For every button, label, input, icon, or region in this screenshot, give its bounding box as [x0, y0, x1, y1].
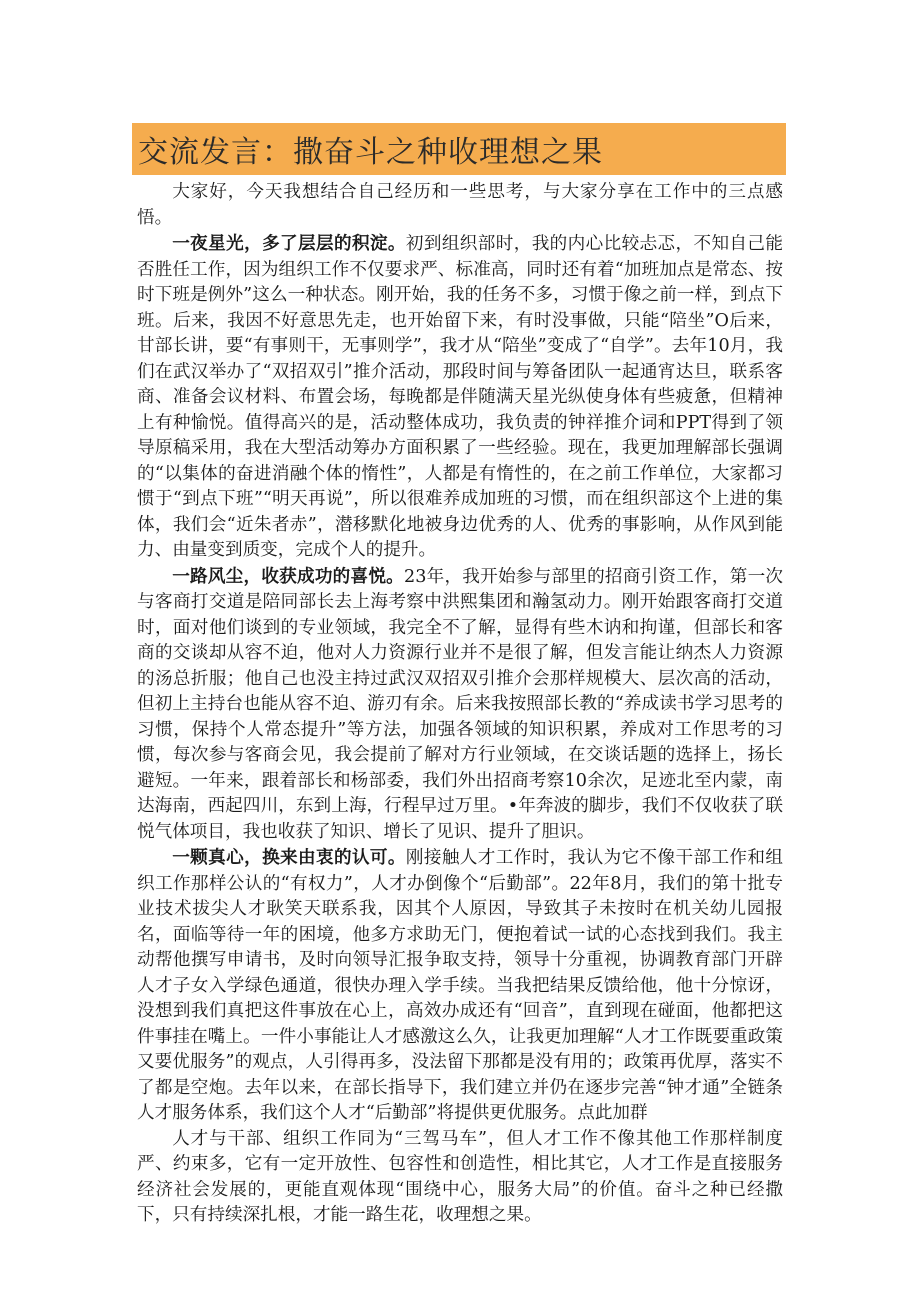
- paragraph-text: 刚接触人才工作时，我认为它不像干部工作和组织工作那样公认的“有权力”，人才办倒像个“后勤部”。22年8月，我们的第十批专业技术拔尖人才耿笑天联系我，因其个人原因，导致其子未按时在机关幼儿园报名，面临等待一年的困境，他多方求助无门，便抱着试一试的心态找到我们。我主动帮他撰写申请书，及时向领导汇报争取支持，领导十分重视，协调教育部门开辟人才子女入学绿色通道，很快办理入学手续。当我把结果反馈给他，他十分惊讶，没想到我们真把这件事放在心上，高效办成还有“回音”，直到现在碰面，他都把这件事挂在嘴上。一件小事能让人才感激这么久，让我更加理解“人才工作既要重政策又要优服务”的观点，人引得再多，没法留下那都是没有用的；政策再优厚，落实不了都是空炮。去年以来，在部长指导下，我们建立并仍在逐步完善“钟才通”全链条人才服务体系，我们这个人才“后勤部”将提供更优服务。点此加群: [137, 848, 783, 1123]
- document-title: 交流发言：撒奋斗之种收理想之果: [138, 135, 603, 170]
- section-heading: 一颗真心，换来由衷的认可。: [172, 847, 406, 868]
- paragraph-section-3: [137, 845, 783, 1127]
- paragraph-conclusion: [137, 1127, 783, 1229]
- paragraph-section-1: [137, 231, 783, 564]
- title-banner: [132, 123, 786, 175]
- paragraph-text: 23年，我开始参与部里的招商引资工作，第一次与客商打交道是陪同部长去上海考察中洪熙集团和瀚氢动力。刚开始跟客商打交道时，面对他们谈到的专业领域，我完全不了解，显得有些木讷和拘谨，但部长和客商的交谈却从容不迫，他对人力资源行业并不是很了解，但发言能让纳杰人力资源的汤总折服；他自己也没主持过武汉双招双引推介会那样规模大、层次高的活动，但初上主持台也能从容不迫、游刃有余。后来我按照部长教的“养成读书学习思考的习惯，保持个人常态提升”等方法，加强各领域的知识积累，养成对工作思考的习惯，每次参与客商会见，我会提前了解对方行业领域，在交谈话题的选择上，扬长避短。一年来，跟着部长和杨部委，我们外出招商考察10余次，足迹北至内蒙，南达海南，西起四川，东到上海，行程早过万里。•年奔波的脚步，我们不仅收获了联悦气体项目，我也收获了知识、增长了见识、提升了胆识。: [137, 566, 783, 842]
- document-body: [137, 180, 783, 1229]
- paragraph-text: 初到组织部时，我的内心比较忐忑，不知自己能否胜任工作，因为组织工作不仅要求严、标准高，同时还有着“加班加点是常态、按时下班是例外”这么一种状态。刚开始，我的任务不多，习惯于像之前一样，到点下班。后来，我因不好意思先走，也开始留下来，有时没事做，只能“陪坐”O后来，甘部长讲，要“有事则干，无事则学”，我才从“陪坐”变成了“自学”。去年10月，我们在武汉举办了“双招双引”推介活动，那段时间与筹备团队一起通宵达旦，联系客商、准备会议材料、布置会场，每晚都是伴随满天星光纵使身体有些疲惫，但精神上有种愉悦。值得高兴的是，活动整体成功，我负责的钟祥推介词和PPT得到了领导原稿采用，我在大型活动筹办方面积累了一些经验。现在，我更加理解部长强调的“以集体的奋进消融个体的惰性”，人都是有惰性的，在之前工作单位，大家都习惯于“到点下班”“明天再说”，所以很难养成加班的习惯，而在组织部这个上进的集体，我们会“近朱者赤”，潜移默化地被身边优秀的人、优秀的事影响，从作风到能力、由量变到质变，完成个人的提升。: [137, 234, 783, 560]
- paragraph-intro: [137, 180, 783, 231]
- section-heading: 一路风尘，收获成功的喜悦。: [172, 565, 404, 587]
- paragraph-text: 大家好，今天我想结合自己经历和一些思考，与大家分享在工作中的三点感悟。: [137, 182, 783, 228]
- section-heading: 一夜星光，多了层层的积淀。: [172, 233, 406, 254]
- paragraph-text: 人才与干部、组织工作同为“三驾马车”，但人才工作不像其他工作那样制度严、约束多，它有一定开放性、包容性和创造性，相比其它，人才工作是直接服务经济社会发展的，更能直观体现“围绕中心，服务大局”的价值。奋斗之种已经撒下，只有持续深扎根，才能一路生花，收理想之果。: [137, 1128, 783, 1225]
- paragraph-section-2: [137, 564, 783, 846]
